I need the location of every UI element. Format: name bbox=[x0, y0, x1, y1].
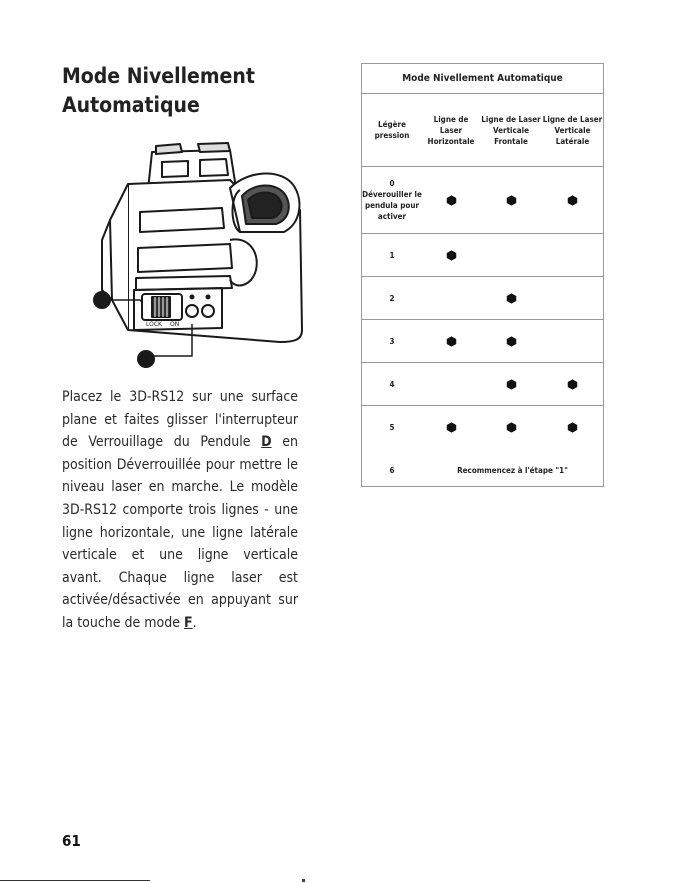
key-d-reference: D bbox=[261, 434, 272, 451]
description-paragraph bbox=[62, 386, 298, 635]
vertical-side-cell bbox=[542, 320, 603, 362]
horizontal-cell bbox=[422, 234, 480, 276]
page-title: Mode Nivellement Automatique bbox=[62, 64, 255, 117]
vertical-side-cell bbox=[542, 363, 603, 405]
table-row bbox=[362, 167, 603, 234]
footer-rule bbox=[0, 880, 150, 881]
footer-dot bbox=[302, 879, 305, 882]
table-row bbox=[362, 320, 603, 363]
paragraph-text-3: . bbox=[192, 614, 197, 631]
press-cell: 4 bbox=[389, 379, 395, 389]
paragraph-text-1: Placez le 3D-RS12 sur une surface plane et faites glisser l'interrupteur de Verrouillage du Pendule bbox=[62, 389, 298, 451]
key-f-reference: F bbox=[183, 614, 193, 631]
hexagon-dot-icon bbox=[567, 195, 578, 206]
mode-table bbox=[361, 63, 604, 487]
vertical-side-cell bbox=[542, 234, 603, 276]
table-row bbox=[362, 277, 603, 320]
callout-marker-f bbox=[137, 350, 155, 368]
horizontal-cell bbox=[422, 167, 480, 233]
press-cell: 2 bbox=[389, 293, 395, 303]
header-vertical-front: Ligne de Laser Verticale Frontale bbox=[481, 114, 541, 146]
horizontal-cell bbox=[422, 277, 480, 319]
laser-level-illustration bbox=[80, 140, 320, 372]
vertical-front-cell bbox=[480, 406, 542, 449]
press-cell: 3 bbox=[389, 336, 395, 346]
hexagon-dot-icon bbox=[506, 422, 517, 433]
press-cell: 1 bbox=[389, 250, 395, 260]
hexagon-dot-icon bbox=[567, 422, 578, 433]
vertical-front-cell bbox=[480, 234, 542, 276]
hexagon-dot-icon bbox=[446, 195, 457, 206]
header-horizontal: Ligne de Laser Horizontale bbox=[427, 114, 475, 146]
paragraph-text-2: en position Déverrouillée pour mettre le niveau laser en marche. Le modèle 3D-RS12 comporte trois lignes - une ligne horizontale, une ligne latérale verticale et une ligne verticale avant. Chaque ligne laser est activée/désactivée en appuyant sur la touche de mode bbox=[62, 434, 298, 631]
table-row bbox=[362, 406, 603, 449]
table-title: Mode Nivellement Automatique bbox=[362, 64, 603, 94]
vertical-front-cell bbox=[480, 363, 542, 405]
hexagon-dot-icon bbox=[446, 250, 457, 261]
press-cell: 0 Déverouiller le pendula pour activer bbox=[362, 179, 422, 221]
table-header-row bbox=[362, 94, 603, 167]
table-row-restart bbox=[362, 449, 603, 491]
table-row bbox=[362, 363, 603, 406]
page-number: 61 bbox=[62, 832, 81, 850]
vertical-side-cell bbox=[542, 277, 603, 319]
hexagon-dot-icon bbox=[446, 422, 457, 433]
press-cell: 5 bbox=[389, 423, 395, 432]
hexagon-dot-icon bbox=[506, 293, 517, 304]
header-press: Légère pression bbox=[374, 120, 410, 140]
vertical-side-cell bbox=[542, 406, 603, 449]
horizontal-cell bbox=[422, 320, 480, 362]
horizontal-cell bbox=[422, 406, 480, 449]
restart-note: Recommencez à l'étape "1" bbox=[457, 465, 568, 475]
hexagon-dot-icon bbox=[446, 336, 457, 347]
vertical-front-cell bbox=[480, 277, 542, 319]
hexagon-dot-icon bbox=[506, 336, 517, 347]
callout-marker-d bbox=[93, 291, 111, 309]
switch-on-label: ON bbox=[170, 321, 180, 328]
hexagon-dot-icon bbox=[506, 195, 517, 206]
vertical-side-cell bbox=[542, 167, 603, 233]
vertical-front-cell bbox=[480, 320, 542, 362]
hexagon-dot-icon bbox=[567, 379, 578, 390]
table-row bbox=[362, 234, 603, 277]
hexagon-dot-icon bbox=[506, 379, 517, 390]
press-cell: 6 bbox=[389, 465, 395, 475]
vertical-front-cell bbox=[480, 167, 542, 233]
header-vertical-side: Ligne de Laser Verticale Latérale bbox=[542, 114, 603, 146]
switch-lock-label: LOCK bbox=[146, 321, 162, 328]
horizontal-cell bbox=[422, 363, 480, 405]
